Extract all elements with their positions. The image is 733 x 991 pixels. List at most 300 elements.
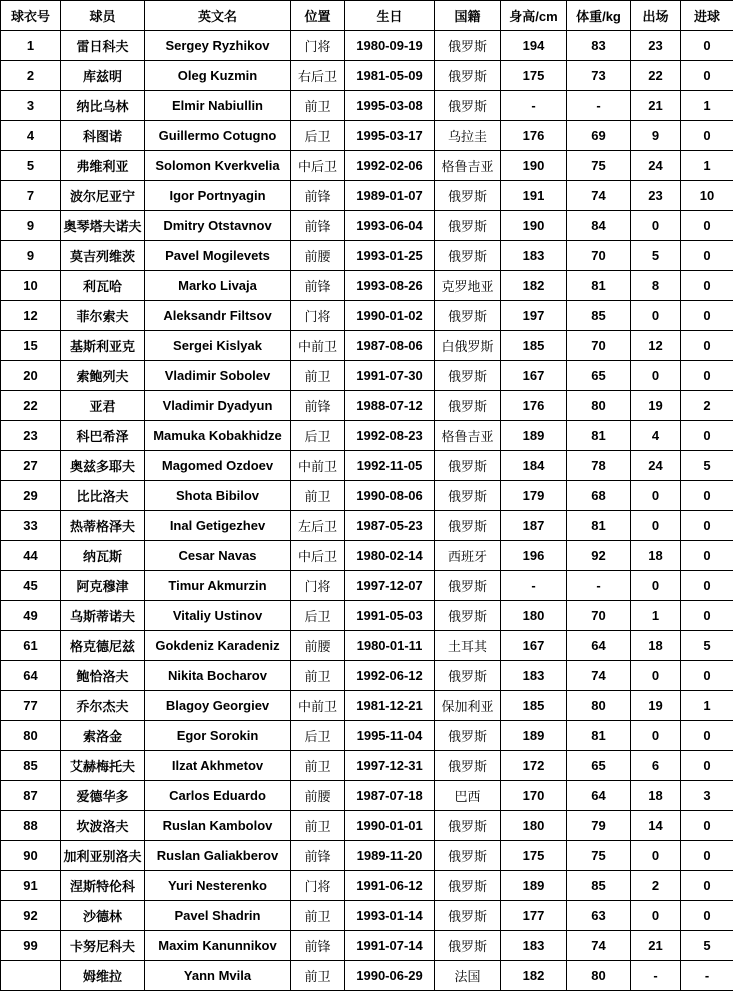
cell-position: 前卫 <box>291 901 345 931</box>
cell-birthday: 1990-01-01 <box>345 811 435 841</box>
cell-goals: 3 <box>681 781 733 811</box>
cell-player-name-cn: 雷日科夫 <box>61 31 145 61</box>
cell-height: 183 <box>501 661 567 691</box>
cell-nationality: 法国 <box>435 961 501 991</box>
cell-weight: 92 <box>567 541 631 571</box>
cell-goals: 0 <box>681 721 733 751</box>
cell-weight: 69 <box>567 121 631 151</box>
cell-appearances: 8 <box>631 271 681 301</box>
cell-birthday: 1992-11-05 <box>345 451 435 481</box>
cell-position: 前卫 <box>291 91 345 121</box>
cell-birthday: 1992-06-12 <box>345 661 435 691</box>
cell-jersey-number: 23 <box>1 421 61 451</box>
cell-weight: 75 <box>567 151 631 181</box>
cell-player-name-en: Sergey Ryzhikov <box>145 31 291 61</box>
cell-weight: 68 <box>567 481 631 511</box>
cell-player-name-cn: 基斯利亚克 <box>61 331 145 361</box>
cell-appearances: 23 <box>631 31 681 61</box>
table-row <box>1 211 733 241</box>
cell-weight: 70 <box>567 601 631 631</box>
cell-position: 右后卫 <box>291 61 345 91</box>
cell-player-name-cn: 沙德林 <box>61 901 145 931</box>
cell-player-name-en: Aleksandr Filtsov <box>145 301 291 331</box>
cell-player-name-cn: 弗维利亚 <box>61 151 145 181</box>
cell-birthday: 1993-01-25 <box>345 241 435 271</box>
table-row <box>1 691 733 721</box>
column-header-position: 位置 <box>291 1 345 31</box>
cell-weight: 79 <box>567 811 631 841</box>
table-row <box>1 601 733 631</box>
cell-goals: 0 <box>681 511 733 541</box>
cell-weight: - <box>567 91 631 121</box>
cell-nationality: 乌拉圭 <box>435 121 501 151</box>
cell-player-name-cn: 涅斯特伦科 <box>61 871 145 901</box>
cell-appearances: 24 <box>631 151 681 181</box>
cell-player-name-en: Sergei Kislyak <box>145 331 291 361</box>
cell-position: 后卫 <box>291 601 345 631</box>
cell-birthday: 1995-11-04 <box>345 721 435 751</box>
cell-weight: 81 <box>567 421 631 451</box>
cell-jersey-number: 12 <box>1 301 61 331</box>
cell-position: 前锋 <box>291 391 345 421</box>
cell-nationality: 俄罗斯 <box>435 511 501 541</box>
cell-position: 中前卫 <box>291 331 345 361</box>
cell-birthday: 1988-07-12 <box>345 391 435 421</box>
cell-goals: 0 <box>681 601 733 631</box>
cell-height: 167 <box>501 631 567 661</box>
cell-birthday: 1991-05-03 <box>345 601 435 631</box>
cell-goals: 0 <box>681 871 733 901</box>
table-row <box>1 901 733 931</box>
cell-appearances: 0 <box>631 361 681 391</box>
cell-player-name-en: Vladimir Dyadyun <box>145 391 291 421</box>
cell-height: 189 <box>501 871 567 901</box>
cell-player-name-cn: 索洛金 <box>61 721 145 751</box>
cell-appearances: 18 <box>631 781 681 811</box>
table-row <box>1 781 733 811</box>
cell-player-name-en: Timur Akmurzin <box>145 571 291 601</box>
cell-nationality: 俄罗斯 <box>435 211 501 241</box>
cell-position: 门将 <box>291 571 345 601</box>
cell-position: 中后卫 <box>291 541 345 571</box>
cell-appearances: 23 <box>631 181 681 211</box>
cell-nationality: 俄罗斯 <box>435 661 501 691</box>
cell-position: 前卫 <box>291 751 345 781</box>
table-row <box>1 451 733 481</box>
cell-jersey-number: 92 <box>1 901 61 931</box>
cell-player-name-cn: 加利亚别洛夫 <box>61 841 145 871</box>
cell-appearances: 18 <box>631 631 681 661</box>
cell-player-name-cn: 爱德华多 <box>61 781 145 811</box>
cell-birthday: 1997-12-31 <box>345 751 435 781</box>
cell-goals: 0 <box>681 211 733 241</box>
cell-position: 前锋 <box>291 931 345 961</box>
cell-appearances: 0 <box>631 841 681 871</box>
cell-player-name-cn: 乌斯蒂诺夫 <box>61 601 145 631</box>
cell-goals: 0 <box>681 361 733 391</box>
cell-goals: 0 <box>681 121 733 151</box>
cell-player-name-cn: 热蒂格泽夫 <box>61 511 145 541</box>
cell-player-name-en: Vitaliy Ustinov <box>145 601 291 631</box>
cell-goals: 0 <box>681 331 733 361</box>
cell-weight: 63 <box>567 901 631 931</box>
table-row <box>1 511 733 541</box>
cell-nationality: 俄罗斯 <box>435 601 501 631</box>
cell-position: 后卫 <box>291 721 345 751</box>
cell-goals: 5 <box>681 931 733 961</box>
cell-birthday: 1993-08-26 <box>345 271 435 301</box>
cell-goals: 1 <box>681 691 733 721</box>
column-header-birthday: 生日 <box>345 1 435 31</box>
cell-player-name-en: Dmitry Otstavnov <box>145 211 291 241</box>
cell-position: 门将 <box>291 871 345 901</box>
table-row <box>1 271 733 301</box>
cell-height: 177 <box>501 901 567 931</box>
cell-position: 前腰 <box>291 241 345 271</box>
cell-goals: 0 <box>681 421 733 451</box>
cell-player-name-cn: 乔尔杰夫 <box>61 691 145 721</box>
table-row <box>1 121 733 151</box>
table-row <box>1 301 733 331</box>
cell-birthday: 1980-01-11 <box>345 631 435 661</box>
cell-nationality: 白俄罗斯 <box>435 331 501 361</box>
cell-jersey-number: 99 <box>1 931 61 961</box>
cell-height: 167 <box>501 361 567 391</box>
cell-goals: 0 <box>681 661 733 691</box>
column-header-appearances: 出场 <box>631 1 681 31</box>
cell-player-name-cn: 艾赫梅托夫 <box>61 751 145 781</box>
cell-nationality: 巴西 <box>435 781 501 811</box>
cell-birthday: 1995-03-08 <box>345 91 435 121</box>
cell-birthday: 1980-02-14 <box>345 541 435 571</box>
cell-weight: 80 <box>567 691 631 721</box>
cell-player-name-cn: 波尔尼亚宁 <box>61 181 145 211</box>
cell-height: 191 <box>501 181 567 211</box>
cell-appearances: 0 <box>631 721 681 751</box>
cell-goals: 0 <box>681 241 733 271</box>
cell-jersey-number: 33 <box>1 511 61 541</box>
cell-jersey-number: 27 <box>1 451 61 481</box>
column-header-player-cn: 球员 <box>61 1 145 31</box>
column-header-nationality: 国籍 <box>435 1 501 31</box>
cell-jersey-number: 5 <box>1 151 61 181</box>
cell-height: 185 <box>501 331 567 361</box>
cell-position: 后卫 <box>291 421 345 451</box>
cell-position: 门将 <box>291 301 345 331</box>
cell-player-name-cn: 菲尔索夫 <box>61 301 145 331</box>
cell-player-name-cn: 索鲍列夫 <box>61 361 145 391</box>
cell-goals: 2 <box>681 391 733 421</box>
cell-weight: 80 <box>567 391 631 421</box>
column-header-jersey-number: 球衣号 <box>1 1 61 31</box>
cell-birthday: 1993-06-04 <box>345 211 435 241</box>
table-row <box>1 331 733 361</box>
cell-height: 179 <box>501 481 567 511</box>
cell-player-name-cn: 莫吉列维茨 <box>61 241 145 271</box>
cell-appearances: 2 <box>631 871 681 901</box>
table-row <box>1 151 733 181</box>
cell-player-name-cn: 库兹明 <box>61 61 145 91</box>
cell-player-name-en: Blagoy Georgiev <box>145 691 291 721</box>
cell-goals: 1 <box>681 151 733 181</box>
cell-player-name-cn: 坎波洛夫 <box>61 811 145 841</box>
cell-height: 190 <box>501 211 567 241</box>
cell-appearances: 0 <box>631 901 681 931</box>
cell-player-name-en: Ruslan Galiakberov <box>145 841 291 871</box>
cell-appearances: 14 <box>631 811 681 841</box>
cell-height: 187 <box>501 511 567 541</box>
cell-goals: 0 <box>681 901 733 931</box>
cell-appearances: 22 <box>631 61 681 91</box>
cell-player-name-en: Shota Bibilov <box>145 481 291 511</box>
cell-height: 189 <box>501 421 567 451</box>
table-row <box>1 751 733 781</box>
cell-nationality: 俄罗斯 <box>435 571 501 601</box>
table-header-row <box>1 1 733 31</box>
cell-birthday: 1987-08-06 <box>345 331 435 361</box>
cell-player-name-cn: 科巴希泽 <box>61 421 145 451</box>
cell-jersey-number: 20 <box>1 361 61 391</box>
cell-player-name-en: Ruslan Kambolov <box>145 811 291 841</box>
table-row <box>1 721 733 751</box>
table-row <box>1 961 733 991</box>
cell-nationality: 俄罗斯 <box>435 811 501 841</box>
cell-nationality: 俄罗斯 <box>435 361 501 391</box>
cell-appearances: 18 <box>631 541 681 571</box>
cell-nationality: 俄罗斯 <box>435 901 501 931</box>
cell-player-name-en: Elmir Nabiullin <box>145 91 291 121</box>
cell-jersey-number: 87 <box>1 781 61 811</box>
cell-height: 183 <box>501 931 567 961</box>
cell-weight: 65 <box>567 361 631 391</box>
cell-nationality: 保加利亚 <box>435 691 501 721</box>
cell-appearances: 12 <box>631 331 681 361</box>
cell-appearances: 0 <box>631 571 681 601</box>
cell-appearances: 21 <box>631 931 681 961</box>
cell-weight: 80 <box>567 961 631 991</box>
cell-birthday: 1992-08-23 <box>345 421 435 451</box>
cell-player-name-cn: 鲍恰洛夫 <box>61 661 145 691</box>
cell-goals: 0 <box>681 571 733 601</box>
cell-goals: 0 <box>681 61 733 91</box>
cell-birthday: 1990-01-02 <box>345 301 435 331</box>
cell-appearances: 19 <box>631 391 681 421</box>
cell-jersey-number: 4 <box>1 121 61 151</box>
cell-jersey-number: 88 <box>1 811 61 841</box>
cell-weight: 85 <box>567 301 631 331</box>
cell-weight: 73 <box>567 61 631 91</box>
cell-position: 前锋 <box>291 841 345 871</box>
cell-weight: 70 <box>567 331 631 361</box>
cell-height: 196 <box>501 541 567 571</box>
cell-nationality: 俄罗斯 <box>435 841 501 871</box>
cell-jersey-number: 64 <box>1 661 61 691</box>
cell-height: 197 <box>501 301 567 331</box>
cell-player-name-en: Yann Mvila <box>145 961 291 991</box>
cell-player-name-en: Magomed Ozdoev <box>145 451 291 481</box>
cell-player-name-cn: 亚君 <box>61 391 145 421</box>
cell-nationality: 俄罗斯 <box>435 721 501 751</box>
table-row <box>1 931 733 961</box>
cell-jersey-number: 90 <box>1 841 61 871</box>
table-row <box>1 61 733 91</box>
cell-weight: 78 <box>567 451 631 481</box>
cell-appearances: 6 <box>631 751 681 781</box>
cell-goals: 0 <box>681 481 733 511</box>
cell-weight: 75 <box>567 841 631 871</box>
cell-player-name-cn: 纳比乌林 <box>61 91 145 121</box>
cell-position: 中前卫 <box>291 451 345 481</box>
table-row <box>1 421 733 451</box>
cell-player-name-cn: 格克德尼兹 <box>61 631 145 661</box>
table-row <box>1 391 733 421</box>
cell-goals: - <box>681 961 733 991</box>
cell-nationality: 西班牙 <box>435 541 501 571</box>
cell-position: 中后卫 <box>291 151 345 181</box>
cell-jersey-number: 29 <box>1 481 61 511</box>
column-header-player-en: 英文名 <box>145 1 291 31</box>
table-row <box>1 661 733 691</box>
cell-player-name-en: Guillermo Cotugno <box>145 121 291 151</box>
column-header-goals: 进球 <box>681 1 733 31</box>
cell-player-name-en: Marko Livaja <box>145 271 291 301</box>
cell-appearances: 4 <box>631 421 681 451</box>
cell-height: 180 <box>501 811 567 841</box>
cell-player-name-en: Ilzat Akhmetov <box>145 751 291 781</box>
cell-nationality: 俄罗斯 <box>435 181 501 211</box>
cell-height: 175 <box>501 61 567 91</box>
cell-nationality: 俄罗斯 <box>435 931 501 961</box>
cell-appearances: 24 <box>631 451 681 481</box>
cell-jersey-number: 49 <box>1 601 61 631</box>
table-row <box>1 481 733 511</box>
cell-player-name-en: Pavel Mogilevets <box>145 241 291 271</box>
cell-height: 194 <box>501 31 567 61</box>
cell-height: - <box>501 91 567 121</box>
cell-position: 前卫 <box>291 481 345 511</box>
cell-position: 前卫 <box>291 961 345 991</box>
cell-birthday: 1991-06-12 <box>345 871 435 901</box>
cell-nationality: 克罗地亚 <box>435 271 501 301</box>
cell-appearances: 21 <box>631 91 681 121</box>
table-row <box>1 361 733 391</box>
cell-goals: 0 <box>681 541 733 571</box>
cell-weight: 85 <box>567 871 631 901</box>
cell-player-name-en: Inal Getigezhev <box>145 511 291 541</box>
table-row <box>1 241 733 271</box>
cell-height: 185 <box>501 691 567 721</box>
cell-position: 门将 <box>291 31 345 61</box>
table-row <box>1 631 733 661</box>
cell-nationality: 格鲁吉亚 <box>435 421 501 451</box>
cell-position: 前锋 <box>291 181 345 211</box>
cell-weight: - <box>567 571 631 601</box>
table-row <box>1 541 733 571</box>
cell-position: 前卫 <box>291 361 345 391</box>
cell-weight: 81 <box>567 721 631 751</box>
cell-position: 中前卫 <box>291 691 345 721</box>
cell-nationality: 俄罗斯 <box>435 451 501 481</box>
cell-weight: 64 <box>567 781 631 811</box>
cell-goals: 1 <box>681 91 733 121</box>
cell-weight: 74 <box>567 661 631 691</box>
cell-height: 175 <box>501 841 567 871</box>
cell-appearances: 0 <box>631 661 681 691</box>
cell-nationality: 俄罗斯 <box>435 391 501 421</box>
cell-weight: 81 <box>567 511 631 541</box>
table-row <box>1 811 733 841</box>
cell-birthday: 1980-09-19 <box>345 31 435 61</box>
cell-goals: 5 <box>681 451 733 481</box>
cell-nationality: 俄罗斯 <box>435 301 501 331</box>
cell-weight: 83 <box>567 31 631 61</box>
cell-birthday: 1989-01-07 <box>345 181 435 211</box>
cell-birthday: 1981-05-09 <box>345 61 435 91</box>
cell-weight: 70 <box>567 241 631 271</box>
cell-player-name-en: Oleg Kuzmin <box>145 61 291 91</box>
cell-goals: 0 <box>681 811 733 841</box>
cell-height: - <box>501 571 567 601</box>
cell-height: 180 <box>501 601 567 631</box>
cell-jersey-number: 10 <box>1 271 61 301</box>
cell-jersey-number: 22 <box>1 391 61 421</box>
table-row <box>1 31 733 61</box>
cell-player-name-en: Pavel Shadrin <box>145 901 291 931</box>
cell-birthday: 1995-03-17 <box>345 121 435 151</box>
cell-birthday: 1991-07-14 <box>345 931 435 961</box>
cell-player-name-en: Yuri Nesterenko <box>145 871 291 901</box>
cell-appearances: 0 <box>631 481 681 511</box>
cell-appearances: 9 <box>631 121 681 151</box>
cell-birthday: 1987-05-23 <box>345 511 435 541</box>
cell-goals: 0 <box>681 841 733 871</box>
cell-position: 前锋 <box>291 271 345 301</box>
cell-player-name-en: Cesar Navas <box>145 541 291 571</box>
cell-height: 189 <box>501 721 567 751</box>
cell-position: 前卫 <box>291 811 345 841</box>
cell-weight: 81 <box>567 271 631 301</box>
cell-nationality: 俄罗斯 <box>435 241 501 271</box>
cell-jersey-number: 9 <box>1 211 61 241</box>
cell-nationality: 俄罗斯 <box>435 481 501 511</box>
cell-jersey-number: 2 <box>1 61 61 91</box>
cell-appearances: 1 <box>631 601 681 631</box>
cell-position: 后卫 <box>291 121 345 151</box>
cell-birthday: 1981-12-21 <box>345 691 435 721</box>
cell-jersey-number: 91 <box>1 871 61 901</box>
cell-weight: 64 <box>567 631 631 661</box>
cell-height: 176 <box>501 121 567 151</box>
table-row <box>1 91 733 121</box>
cell-jersey-number: 9 <box>1 241 61 271</box>
cell-jersey-number: 77 <box>1 691 61 721</box>
cell-player-name-cn: 科图诺 <box>61 121 145 151</box>
table-row <box>1 841 733 871</box>
cell-position: 前腰 <box>291 781 345 811</box>
cell-jersey-number: 15 <box>1 331 61 361</box>
cell-player-name-cn: 奥琴塔夫诺夫 <box>61 211 145 241</box>
cell-position: 前锋 <box>291 211 345 241</box>
cell-player-name-en: Igor Portnyagin <box>145 181 291 211</box>
cell-birthday: 1992-02-06 <box>345 151 435 181</box>
cell-nationality: 俄罗斯 <box>435 31 501 61</box>
cell-goals: 5 <box>681 631 733 661</box>
cell-birthday: 1989-11-20 <box>345 841 435 871</box>
cell-jersey-number: 7 <box>1 181 61 211</box>
cell-weight: 84 <box>567 211 631 241</box>
cell-goals: 0 <box>681 751 733 781</box>
cell-position: 左后卫 <box>291 511 345 541</box>
